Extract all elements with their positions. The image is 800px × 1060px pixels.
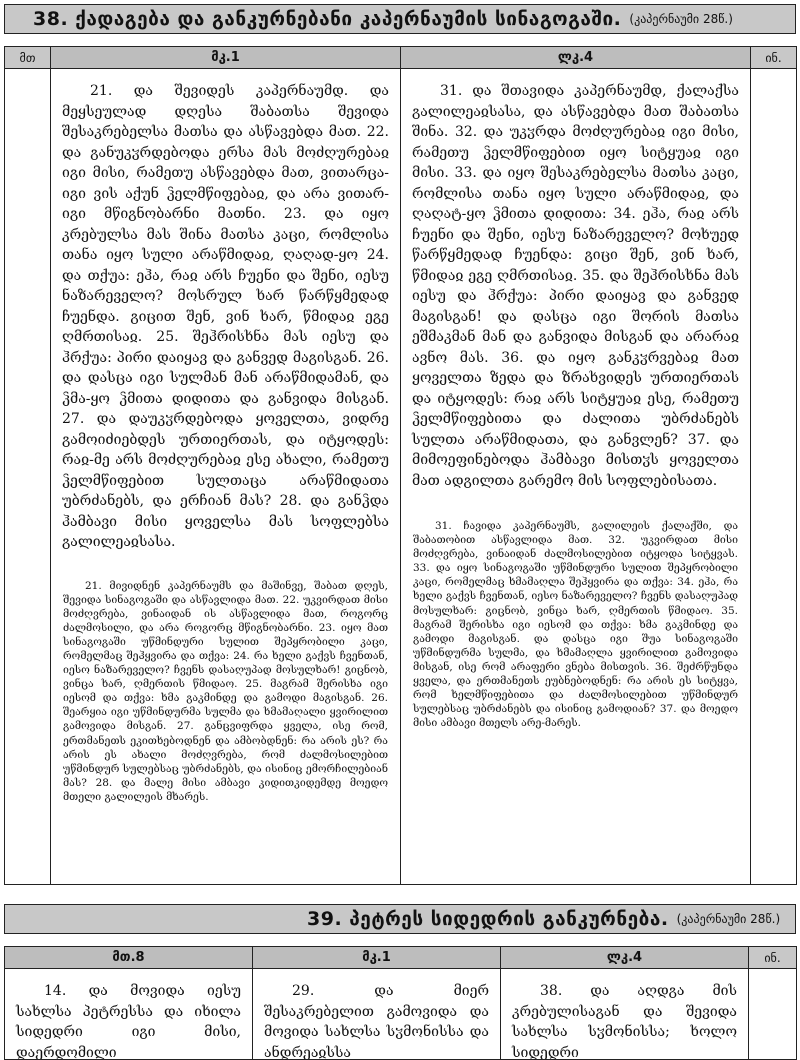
john-cell-empty <box>751 69 797 885</box>
mark-old-text: 21. და შევიდეს კაპერნაუმდ. და მეყსეულად დღესა შაბათსა შევიდა შესაკრებელსა მათსა და ასწავებდა მათ. 22. და განუკჳრდებოდა ერსა მას მოძღურებაჲ იგი მისი, რამეთუ ასწავებდა მათ, ვითარცა-იგი ვის აქუნ ჴელმწიფებაჲ, და არა ვითარ-იგი მწიგნობარნი მათნი. 23. და იყო კრებულსა მას შინა მათსა კაცი, რომლისა თანა იყო სული არაწმიდაჲ, ღაღად-ყო 24. და თქუა: ეჰა, რაჲ არს ჩუენი და შენი, იესუ ნაზარეველო? მოსრულ ხარ წარწყმედად ჩუენდა. გიცით შენ, ვინ ხარ, წმიდაჲ ეგე ღმრთისაჲ. 25. შეჰრისხნა მას იესუ და ჰრქუა: პირი დაიყავ და განვედ მაგისგან. 26. და დასცა იგი სულმან მან არაწმიდამან, და ჴმა-ყო ჴმითა დიდითა და განვიდა მისგან. 27. და დაუკჳრდებოდა ყოველთა, ვიდრე გამოიძიებდეს ურთიერთას, და იტყოდეს: რაჲ-მე არს მოძღურებაჲ ესე ახალი, რამეთუ ჴელმწიფებით სულთაცა არაწმიდათა უბრძანებს, და ერჩიან მას? 28. და განჴდა ჰამბავი მისი ყოველსა მას სოფლებსა გალილეაჲსასა. <box>62 83 389 550</box>
section-39-header <box>4 904 796 934</box>
col-header-matthew-8: მთ.8 <box>5 947 253 969</box>
col-header-luke: ლკ.4 <box>401 47 751 69</box>
matthew-cell <box>5 969 253 1060</box>
section-38-title: 38. ქადაგება და განკურნებანი კაპერნაუმის სინაგოგაში. <box>33 8 622 30</box>
col-header-mark-1: მკ.1 <box>253 947 501 969</box>
col-header-luke-4: ლკ.4 <box>501 947 749 969</box>
col-header-john-empty: ინ. <box>749 947 797 969</box>
luke-text-39: 38. და აღდგა მის კრებულისაგან და შევიდა სახლსა სჳმონისსა; ხოლო სიდედრი <box>512 983 737 1059</box>
col-header-matthew: მთ <box>5 47 51 69</box>
luke-old-text: 31. და შთავიდა კაპერნაუმდ, ქალაქსა გალილეაჲსასა, და ასწავებდა მათ შაბათსა შინა. 32. და უკჳრდა მოძღურებაჲ იგი მისი, რამეთუ ჴელმწიფებით იყო სიტყუაჲ იგი მისი. 33. და იყო შესაკრებელსა მათსა კაცი, რომლისა თანა იყო სული არაწმიდაჲ, და ღაღატ-ყო ჴმითა დიდითა: 34. ეჰა, რაჲ არს ჩუენი და შენი, იესუ ნაზარეველო? მოხუედ წარწყმედად ჩუენდა: გიცი შენ, ვინ ხარ, წმიდაჲ ეგე ღმრთისაჲ. 35. და შეჰრისხნა მას იესუ და ჰრქუა: პირი დაიყავ და განვედ მაგისგან! და დასცა იგი შორის მათსა ეშმაკმან მან და განვიდა მისგან და არარაჲ ავნო მას. 36. და იყო განკჳრვებაჲ მათ ყოველთა ზედა და ზრახვიდეს ურთიერთას და იტყოდეს: რაჲ არს სიტყუაჲ ესე, რამეთუ ჴელმწიფებითა და ძალითა უბრძანებს სულთა არაწმიდათა, და განვლენ? 37. და მიმოეფინებოდა ჰამბავი მისთჳს ყოველთა მათ ადგილთა გარემო მის სოფლებისათა. <box>412 83 739 489</box>
mark-new-text: 21. მივიდნენ კაპერნაუმს და მაშინვე, შაბათ დღეს, შევიდა სინაგოგაში და ასწავლიდა მათ. 22. უკვირდათ მისი მოძღვრება, ვინაიდან ის ასწავლიდა მათ, როგორც ძალმოსილი, და არა როგორც მწიგნობარნი. 23. იყო მათ სინაგოგაში უწმინდური სულით შეპყრობილი კაცი, რომელმაც შეჰყვირა და თქვა: 24. რა ხელი გაქვს ჩვენთან, იესო ნაზარეველო? ჩვენს დასაღუპად მოსულხარ! გიცნობ, ვინცა ხარ, ღმერთის წმიდაო. 25. მაგრამ შერისხა იგი იესომ და თქვა: ხმა გაკმინდე და გამოდი მაგისგან. 26. შეარყია იგი უწმინდურმა სულმა და ხმამაღალი ყვირილით გამოვიდა მისგან. 27. განცვიფრდა ყველა, ისე რომ, ერთმანეთს ეკითხებოდნენ და ამბობდნენ: რა არის ეს? რა არის ეს ახალი მოძღვრება, რომ ძალმოსილებით უწმინდურ სულებსაც უბრძანებს, და ისინიც ემორჩილებიან მას? 28. და მალე მისი ამბავი კიდითკიდემდე მოედო მთელი გალილეის მხარეს. <box>63 579 388 803</box>
mark-cell <box>51 69 401 885</box>
col-header-mark: მკ.1 <box>51 47 401 69</box>
luke-cell <box>401 69 751 885</box>
matthew-text: 14. და მოვიდა იესუ სახლსა პეტრესსა და იხილა სიდედრი იგი მისი, დაერდომილი <box>16 983 241 1059</box>
col-header-john: ინ. <box>751 47 797 69</box>
section-39-tag: (კაპერნაუმი 28წ.) <box>676 912 781 926</box>
section-38-tag: (კაპერნაუმი 28წ.) <box>629 12 733 26</box>
matthew-cell-empty <box>5 69 51 885</box>
section-39-table <box>4 946 797 1060</box>
section-38-table <box>4 46 797 885</box>
john-cell-39-empty <box>749 969 797 1060</box>
mark-cell-39 <box>253 969 501 1060</box>
luke-cell-39 <box>501 969 749 1060</box>
section-38-header <box>4 4 796 34</box>
mark-text-39: 29. და მიერ შესაკრებელით გამოვიდა და მოვიდა სახლსა სჳმონისსა და ანდრეაჲსსა <box>264 983 489 1059</box>
luke-new-text: 31. ჩავიდა კაპერნაუმს, გალილეის ქალაქში, და შაბათობით ასწავლიდა მათ. 32. უკვირდათ მისი მოძღვრება, ვინაიდან ძალმოსილებით იტყოდა სიტყვას. 33. და იყო სინაგოგაში უწმინდური სულით შეპყრობილი კაცი, რომელმაც ხმამაღლა შეჰყვირა და თქვა: 34. ეჰა, რა ხელი გაქვს ჩვენთან, იესო ნაზარეველო? ჩვენს დასაღუპად მოსულხარ: გიცნობ, ვინცა ხარ, ღმერთის წმიდაო. 35. მაგრამ შერისხა იგი იესომ და თქვა: ხმა გაკმინდე და გამოდი მაგისგან. და დასცა იგი შუა სინაგოგაში უწმინდურმა სულმა, და ხმამაღლა ყვირილით გამოვიდა მისგან, ისე რომ არაფერი ვნება მისთვის. 36. შეძრწუნდა ყველა, და ერთმანეთს ეუბნებოდნენ: რა არის ეს სიტყვა, რომ ხელმწიფებითა და ძალმოსილებით უწმინდურ სულებსაც უბრძანებს და ისინიც გამოდიან? 37. და მოედო მისი ამბავი მთელს არე-მარეს. <box>413 520 738 730</box>
section-39-title: 39. პეტრეს სიდედრის განკურნება. <box>307 908 669 930</box>
